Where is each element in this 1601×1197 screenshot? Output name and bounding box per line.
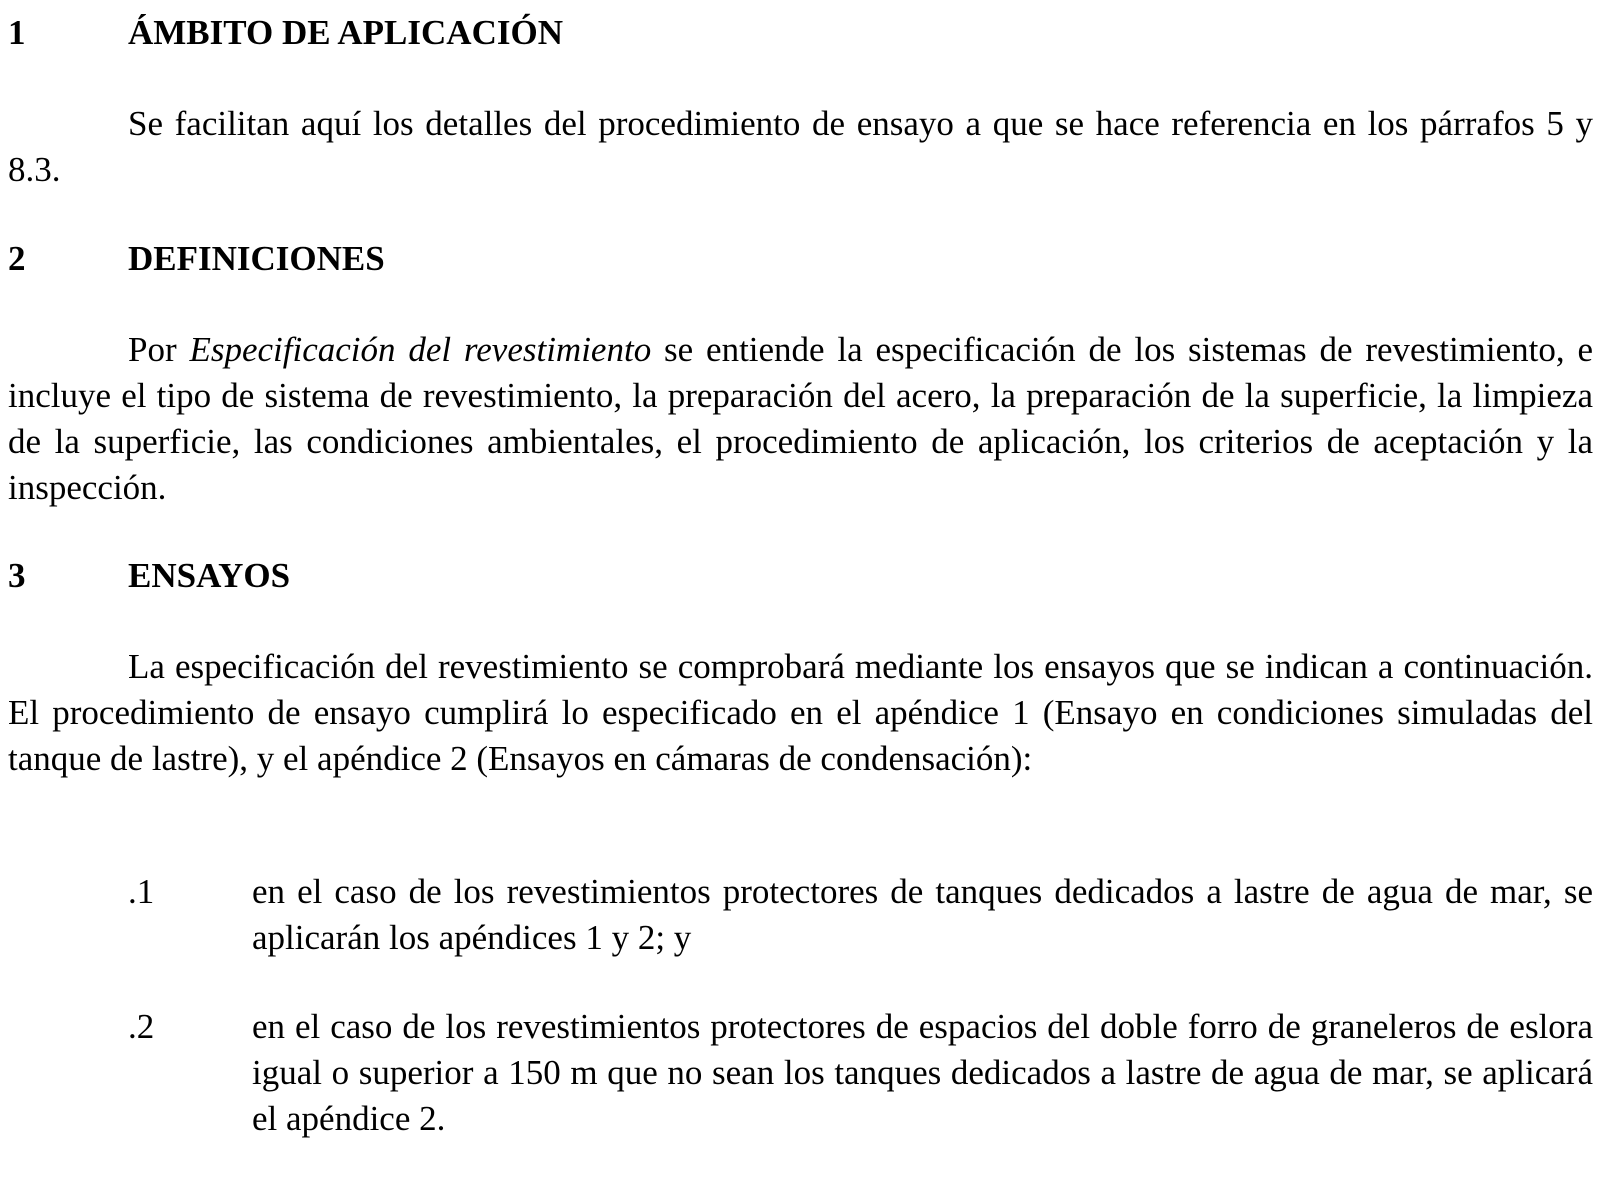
section-2-heading xyxy=(8,236,385,282)
section-3-heading xyxy=(8,553,290,599)
section-2-body-rest: se entiende la especificación de los sistemas de revestimiento, e incluye el tipo de sistema de revestimiento, la preparación del acero, la preparación de la superficie, la limpieza de la superficie, las condiciones ambientales, el procedimiento de aplicación, los criterios de aceptación y la inspección. xyxy=(8,330,1593,507)
section-1-title: ÁMBITO DE APLICACIÓN xyxy=(128,13,563,52)
section-3-title: ENSAYOS xyxy=(128,556,291,595)
section-3-body: La especificación del revestimiento se comprobará mediante los ensayos que se indican a continuación. El procedimiento de ensayo cumplirá lo especificado en el apéndice 1 (Ensayo en condiciones simuladas del tanque de lastre), y el apéndice 2 (Ensayos en cámaras de condensación): xyxy=(8,647,1593,778)
list-item xyxy=(8,1004,1593,1142)
section-2-number: 2 xyxy=(8,239,26,278)
section-2-body-prefix: Por xyxy=(128,330,190,369)
list-item-marker: .1 xyxy=(128,872,155,911)
section-1-paragraph xyxy=(8,101,1593,193)
section-1-body: Se facilitan aquí los detalles del procedimiento de ensayo a que se hace referencia en los párrafos 5 y 8.3. xyxy=(8,104,1593,189)
defined-term: Especificación del revestimiento xyxy=(189,330,652,369)
section-3-paragraph xyxy=(8,644,1593,782)
section-1-number: 1 xyxy=(8,13,26,52)
list-item-marker: .2 xyxy=(128,1007,155,1046)
section-2-title: DEFINICIONES xyxy=(128,239,385,278)
list-item xyxy=(8,869,1593,961)
section-3-number: 3 xyxy=(8,556,26,595)
list-item-text: en el caso de los revestimientos protectores de espacios del doble forro de graneleros de eslora igual o superior a 150 m que no sean los tanques dedicados a lastre de agua de mar, se aplicará el apéndice 2. xyxy=(252,1007,1593,1138)
section-1-heading xyxy=(8,10,563,56)
section-2-paragraph xyxy=(8,327,1593,511)
list-item-text: en el caso de los revestimientos protectores de tanques dedicados a lastre de agua de mar, se aplicarán los apéndices 1 y 2; y xyxy=(252,872,1593,957)
